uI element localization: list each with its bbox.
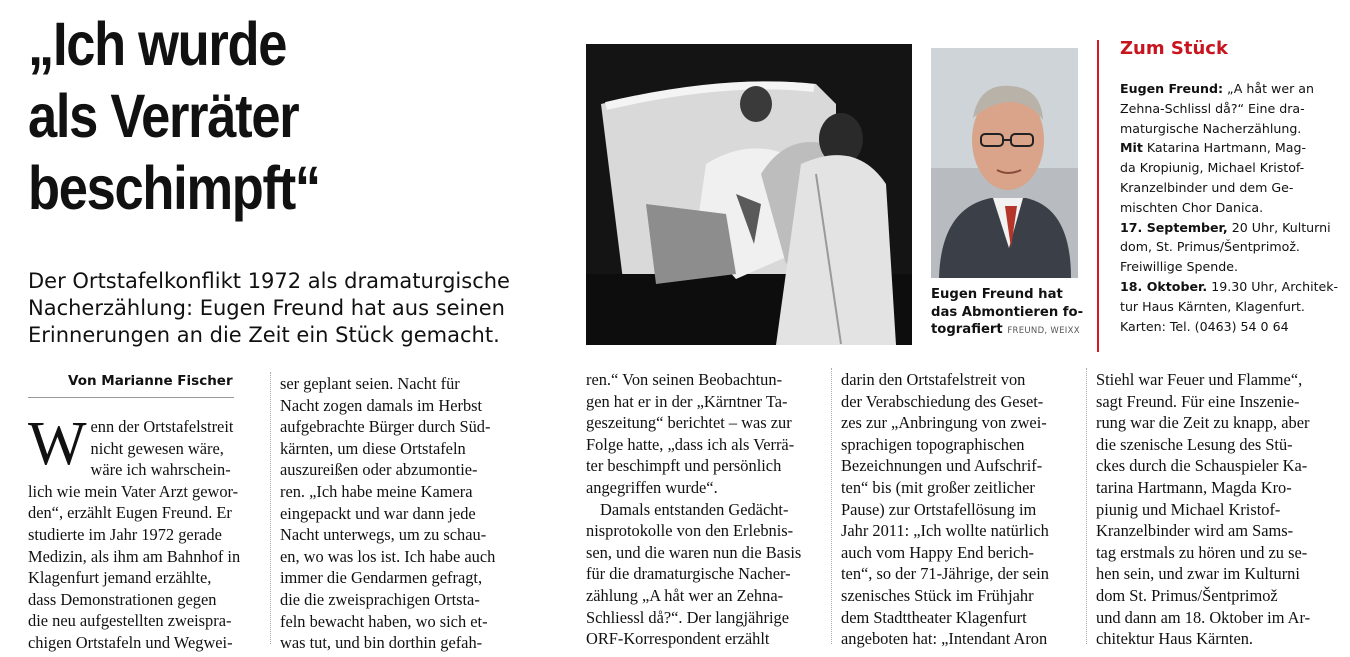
body-line: sprachigen topographischen xyxy=(841,434,1025,454)
body-line: ser geplant seien. Nacht für xyxy=(280,374,460,393)
body-line: chigen Ortstafeln und Wegwei- xyxy=(28,632,233,652)
body-line: Stiehl war Feuer und Flamme“, xyxy=(1096,370,1303,389)
body-line: auszureißen oder abzumontie- xyxy=(280,460,478,480)
body-line: darin den Ortstafelstreit von xyxy=(841,370,1026,389)
infobox-line: Karten: Tel. (0463) 54 0 64 xyxy=(1120,318,1289,334)
body-line: Medizin, als ihm am Bahnhof in xyxy=(28,546,241,566)
body-line: sagt Freund. Für eine Inszenie- xyxy=(1096,391,1300,411)
infobox-label: Mit xyxy=(1120,140,1143,156)
byline-divider xyxy=(28,397,234,398)
infobox-line: mischten Chor Danica. xyxy=(1120,199,1264,215)
body-line: Schliessl då?“. Der langjährige xyxy=(586,607,789,627)
body-column-4 xyxy=(841,369,1077,650)
subheadline xyxy=(28,268,528,349)
headline-line: beschimpft“ xyxy=(28,154,320,222)
body-line: was tut, und bin dorthin gefah- xyxy=(280,633,483,653)
body-line: eingepackt und war dann jede xyxy=(280,503,476,523)
body-line: und dann am 18. Oktober im Ar- xyxy=(1096,607,1311,627)
drop-cap: W xyxy=(28,410,87,478)
body-line: Kranzelbinder wird am Sams- xyxy=(1096,521,1294,541)
column-divider xyxy=(831,368,833,644)
body-line: kärnten, um diese Ortstafeln xyxy=(280,438,466,458)
body-line: Folge hatte, „dass ich als Verrä- xyxy=(586,434,795,454)
body-line: immer die Gendarmen gefragt, xyxy=(280,568,483,588)
infobox-line: Freiwillige Spende. xyxy=(1120,259,1238,275)
body-line: dem Stadttheater Klagenfurt xyxy=(841,607,1027,627)
infobox-line: Kranzelbinder und dem Ge- xyxy=(1120,179,1294,195)
portrait-image xyxy=(931,48,1078,278)
body-line: geszeitung“ berichtet – was zur xyxy=(586,413,792,433)
night-scene-image xyxy=(586,44,912,345)
body-line: die neu aufgestellten zweispra- xyxy=(28,611,232,631)
infobox-label: Eugen Freund: xyxy=(1120,81,1224,96)
caption-line: Eugen Freund hat xyxy=(931,287,1063,302)
infobox-label: 17. September, xyxy=(1120,219,1228,235)
body-line: angeboten hat: „Intendant Aron xyxy=(841,629,1048,649)
body-line: Bezeichnungen und Aufschrif- xyxy=(841,456,1043,476)
body-line: die szenische Lesung des Stü- xyxy=(1096,434,1293,454)
body-line: auch vom Happy End berich- xyxy=(841,542,1034,562)
body-line: aufgebrachte Bürger durch Süd- xyxy=(280,417,491,437)
body-line: sen, und die waren nun die Basis xyxy=(586,542,802,562)
headline-line: „Ich wurde xyxy=(28,10,287,78)
subheadline-line: Erinnerungen an die Zeit ein Stück gemacht. xyxy=(28,323,500,347)
body-line: ckes durch die Schauspieler Ka- xyxy=(1096,456,1308,476)
column-divider xyxy=(1086,368,1088,644)
infobox-accent-bar xyxy=(1097,40,1099,352)
body-line: tag erstmals zu hören und zu se- xyxy=(1096,542,1308,562)
caption-line: tografiert xyxy=(931,322,1003,337)
body-line: zählung „A håt wer an Zehna- xyxy=(586,585,784,605)
body-line: ten“, so der 71-Jährige, der sein xyxy=(841,564,1049,584)
body-line: chitektur Haus Kärnten. xyxy=(1096,629,1254,649)
infobox-title: Zum Stück xyxy=(1120,38,1228,59)
body-line: Nacht unterwegs, um zu schau- xyxy=(280,525,487,545)
body-line: ten“ bis (mit großer zeitlicher xyxy=(841,477,1035,497)
body-line: Nacht zogen damals im Herbst xyxy=(280,395,483,415)
body-line: feln bewacht haben, wo sich et- xyxy=(280,611,488,631)
body-column-1 xyxy=(28,410,262,654)
infobox-label: 18. Oktober. xyxy=(1120,278,1208,294)
subheadline-line: Nacherzählung: Eugen Freund hat aus seinen xyxy=(28,296,505,320)
body-line: nisprotokolle von den Erlebnis- xyxy=(586,521,794,541)
body-column-5 xyxy=(1096,369,1332,650)
body-line: dass Demonstrationen gegen xyxy=(28,589,217,609)
infobox-line xyxy=(1120,277,1339,297)
body-line: ter beschimpft und persönlich xyxy=(586,456,782,476)
body-line: dom St. Primus/Šentprimož xyxy=(1096,585,1278,605)
body-line: ren. „Ich habe meine Kamera xyxy=(280,481,473,501)
body-line: enn der Ortstafelstreit xyxy=(90,417,234,436)
body-line: studierte im Jahr 1972 gerade xyxy=(28,524,222,544)
body-line: Jahr 2011: „Ich wollte natürlich xyxy=(841,521,1049,541)
body-line: szenisches Stück im Frühjahr xyxy=(841,585,1034,605)
body-line: ren.“ Von seinen Beobachtun- xyxy=(586,370,783,389)
body-line: für die dramaturgische Nacher- xyxy=(586,564,791,584)
subheadline-line: Der Ortstafelkonflikt 1972 als dramaturgische xyxy=(28,269,510,293)
photo-credit: FREUND, WEIXX xyxy=(1007,326,1080,336)
body-line: angegriffen wurde“. xyxy=(586,477,718,497)
column-divider xyxy=(270,372,272,644)
body-line: Damals entstanden Gedächt- xyxy=(600,499,789,519)
photo-caption xyxy=(931,286,1091,341)
body-line: piunig und Michael Kristof- xyxy=(1096,499,1281,519)
infobox-value: „A håt wer an xyxy=(1223,81,1314,96)
infobox-text xyxy=(1120,79,1339,336)
body-line: nicht gewesen wäre, xyxy=(90,438,224,458)
body-line: der Verabschiedung des Geset- xyxy=(841,391,1044,411)
body-line: zes zur „Anbringung von zwei- xyxy=(841,413,1047,433)
infobox-line: dom, St. Primus/Šentprimož. xyxy=(1120,239,1300,255)
body-column-3 xyxy=(586,369,822,650)
body-line: rung war die Zeit zu knapp, aber xyxy=(1096,413,1310,433)
body-line: die die zweisprachigen Ortsta- xyxy=(280,589,480,609)
body-line: lich wie mein Vater Arzt gewor- xyxy=(28,481,239,501)
body-line: wäre ich wahrschein- xyxy=(90,460,231,480)
infobox-line: tur Haus Kärnten, Klagenfurt. xyxy=(1120,298,1305,314)
infobox-value: 20 Uhr, Kulturni xyxy=(1227,219,1331,235)
body-line: Pause) zur Ortstafellösung im xyxy=(841,499,1037,519)
byline: Von Marianne Fischer xyxy=(68,373,233,389)
headline-line: als Verräter xyxy=(28,82,299,150)
infobox-line xyxy=(1120,218,1335,238)
body-line: gen hat er in der „Kärntner Ta- xyxy=(586,391,788,411)
body-line: Klagenfurt jemand erzählte, xyxy=(28,568,212,588)
body-column-2 xyxy=(280,373,518,654)
infobox-line: maturgische Nacherzählung. xyxy=(1120,120,1302,136)
infobox-line: Zehna-Schlissl då?“ Eine dra- xyxy=(1120,100,1305,116)
body-line: tarina Hartmann, Magda Kro- xyxy=(1096,477,1292,497)
body-line: den“, erzählt Eugen Freund. Er xyxy=(28,503,232,523)
night-scene-photo xyxy=(586,44,912,345)
infobox-value: 19.30 Uhr, Architek- xyxy=(1207,278,1339,294)
infobox-line xyxy=(1120,79,1335,99)
body-line: ORF-Korrespondent erzählt xyxy=(586,629,770,649)
infobox-value: Katarina Hartmann, Mag- xyxy=(1142,140,1307,156)
infobox-line xyxy=(1120,138,1335,158)
infobox-line: da Kropiunig, Michael Kristof- xyxy=(1120,160,1305,176)
body-line: en, wo was los ist. Ich habe auch xyxy=(280,546,496,566)
caption-line: das Abmontieren fo- xyxy=(931,304,1084,320)
body-line: hen sein, und zwar im Kulturni xyxy=(1096,564,1300,584)
headline xyxy=(28,8,492,224)
portrait-photo xyxy=(931,48,1078,278)
